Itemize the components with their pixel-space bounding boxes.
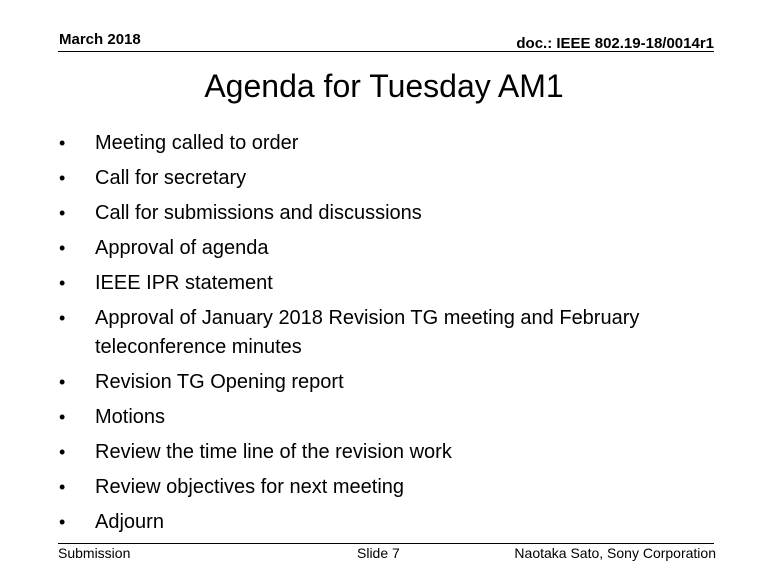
agenda-item [58,368,708,397]
header-date: March 2018 [59,31,141,48]
agenda-item [58,508,708,537]
agenda-item [58,473,708,502]
agenda-item-text: Approval of January 2018 Revision TG meeting and February teleconference minutes [95,307,640,358]
agenda-item [58,234,708,263]
agenda-item-text: IEEE IPR statement [95,272,273,294]
bullet-icon: • [59,273,66,293]
agenda-list [58,129,708,543]
agenda-item [58,129,708,158]
agenda-item-text: Motions [95,406,166,428]
bullet-icon: • [59,308,66,328]
bullet-icon: • [59,512,66,532]
agenda-item-text: Meeting called to order [95,132,299,154]
bullet-icon: • [59,238,66,258]
bullet-icon: • [59,133,66,153]
agenda-item [58,304,708,362]
agenda-item-text: Approval of agenda [95,237,269,259]
bullet-icon: • [59,442,66,462]
agenda-item-text: Call for submissions and discussions [95,202,422,224]
agenda-item [58,403,708,432]
agenda-item-text: Review the time line of the revision work [95,441,452,463]
agenda-item-text: Call for secretary [95,167,247,189]
agenda-item-text: Adjourn [95,511,164,533]
footer-divider [58,543,714,544]
agenda-item [58,269,708,298]
header-doc-id: doc.: IEEE 802.19-18/0014r1 [516,35,714,52]
footer-author: Naotaka Sato, Sony Corporation [514,545,716,561]
bullet-icon: • [59,372,66,392]
header-divider [58,51,714,52]
agenda-item [58,438,708,467]
agenda-item [58,199,708,228]
bullet-icon: • [59,168,66,188]
bullet-icon: • [59,203,66,223]
footer-submission: Submission [58,545,131,561]
bullet-icon: • [59,407,66,427]
bullet-icon: • [59,477,66,497]
agenda-item [58,164,708,193]
slide-title: Agenda for Tuesday AM1 [204,68,564,104]
agenda-item-text: Review objectives for next meeting [95,476,405,498]
footer-slide-number: Slide 7 [357,545,400,561]
agenda-item-text: Revision TG Opening report [95,371,344,393]
